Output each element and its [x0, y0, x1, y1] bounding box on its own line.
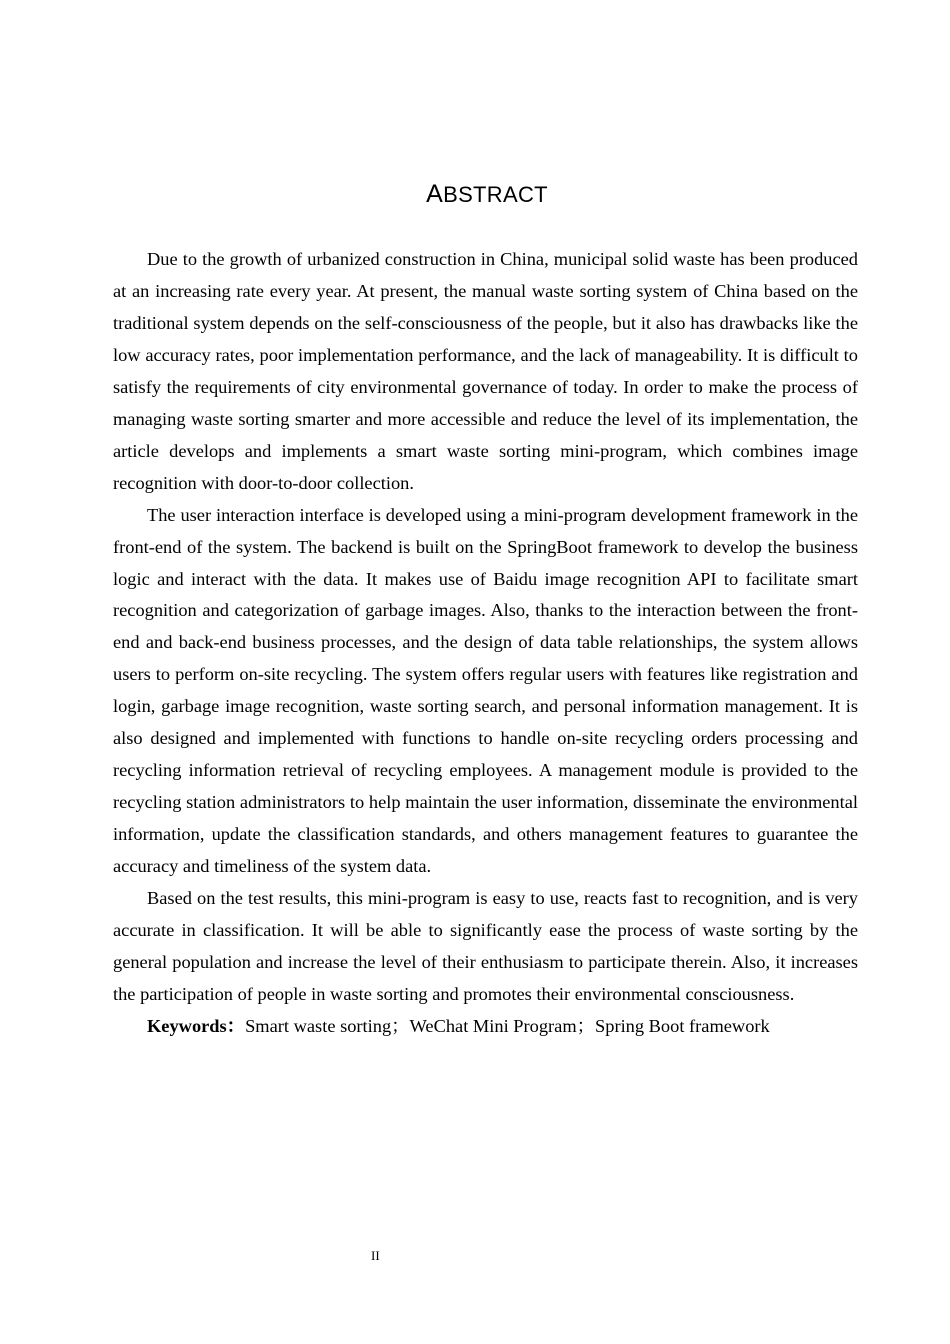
- abstract-paragraph-3: Based on the test results, this mini-program is easy to use, reacts fast to recognition, and is very accurate in classification. It will be able to significantly ease the process of waste sorting by the general population and increase the level of their enthusiasm to participate therein. Also, it increases the participation of people in waste sorting and promotes their environmental consciousness.: [113, 888, 858, 1004]
- keywords-text: Smart waste sorting；WeChat Mini Program；Spring Boot framework: [245, 1015, 770, 1036]
- keywords-label: Keywords：: [147, 1015, 246, 1036]
- abstract-paragraph-1: Due to the growth of urbanized construction in China, municipal solid waste has been produced at an increasing rate every year. At present, the manual waste sorting system of China based on the traditional system depends on the self-consciousness of the people, but it also has drawbacks like the low accuracy rates, poor implementation performance, and the lack of manageability. It is difficult to satisfy the requirements of city environmental governance of today. In order to make the process of managing waste sorting smarter and more accessible and reduce the level of its implementation, the article develops and implements a smart waste sorting mini-program, which combines image recognition with door-to-door collection.: [113, 249, 858, 493]
- abstract-title-rest: BSTRACT: [443, 182, 548, 207]
- abstract-title-initial: A: [426, 180, 444, 208]
- abstract-title: [0, 180, 950, 209]
- abstract-paragraph-2: The user interaction interface is developed using a mini-program development framework in the front-end of the system. The backend is built on the SpringBoot framework to develop the business logic and interact with the data. It makes use of Baidu image recognition API to facilitate smart recognition and categorization of garbage images. Also, thanks to the interaction between the front-end and back-end business processes, and the design of data table relationships, the system allows users to perform on-site recycling. The system offers regular users with features like registration and login, garbage image recognition, waste sorting search, and personal information management. It is also designed and implemented with functions to handle on-site recycling orders processing and recycling information retrieval of recycling employees. A management module is provided to the recycling station administrators to help maintain the user information, disseminate the environmental information, update the classification standards, and others management features to guarantee the accuracy and timeliness of the system data.: [113, 504, 858, 877]
- abstract-body: [113, 244, 858, 1043]
- keywords-line: [113, 1011, 858, 1043]
- page-number: II: [371, 1248, 380, 1263]
